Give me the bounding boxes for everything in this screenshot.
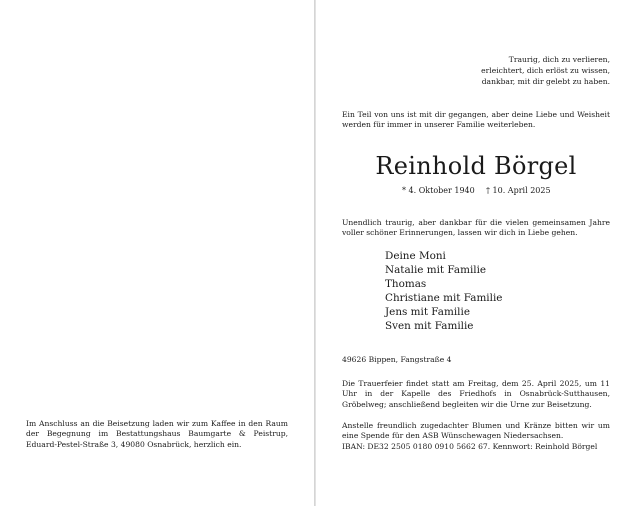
birth-date: * 4. Oktober 1940 bbox=[402, 186, 475, 195]
verse bbox=[470, 54, 610, 88]
death-date: † 10. April 2025 bbox=[486, 186, 551, 195]
donation-info bbox=[342, 421, 610, 452]
thanks-text: Unendlich traurig, aber dankbar für die vielen gemeinsamen Jahre voller schöner Erinnerungen, lassen wir dich in Liebe gehen. bbox=[342, 218, 610, 238]
mourner: Thomas bbox=[385, 278, 427, 290]
deceased-name: Reinhold Börgel bbox=[375, 152, 577, 180]
bank-details: IBAN: DE32 2505 0180 0910 5662 67. Kennwort: Reinhold Börgel bbox=[342, 441, 598, 451]
mourners-list bbox=[385, 249, 502, 333]
mourner: Christiane mit Familie bbox=[385, 292, 503, 304]
family-address: 49626 Bippen, Fangstraße 4 bbox=[342, 355, 452, 364]
mourner: Jens mit Familie bbox=[385, 306, 470, 318]
mourner: Sven mit Familie bbox=[385, 320, 474, 332]
verse-line: erleichtert, dich erlöst zu wissen, bbox=[481, 66, 610, 76]
mourner: Deine Moni bbox=[385, 250, 446, 262]
verse-line: dankbar, mit dir gelebt zu haben. bbox=[481, 77, 610, 87]
donation-text: Anstelle freundlich zugedachter Blumen und Kränze bitten wir um eine Spende für den ASB Wünschewagen Niedersachsen. bbox=[342, 421, 610, 441]
reception-note: Im Anschluss an die Beisetzung laden wir zum Kaffee in den Raum der Begegnung im Bestattungshaus Baumgarte & Peistrup, Eduard-Pestel-Straße 3, 49080 Osnabrück, herzlich ein. bbox=[26, 419, 288, 449]
intro-text: Ein Teil von uns ist mit dir gegangen, aber deine Liebe und Weisheit werden für immer in unserer Familie weiterleben. bbox=[342, 110, 610, 130]
mourner: Natalie mit Familie bbox=[385, 264, 487, 276]
verse-line: Traurig, dich zu verlieren, bbox=[508, 55, 610, 64]
service-info: Die Trauerfeier findet statt am Freitag, dem 25. April 2025, um 11 Uhr in der Kapelle des Friedhofs in Osnabrück-Sutthausen, Gröbelweg; anschließend begleiten wir die Urne zur Beisetzung. bbox=[342, 379, 610, 409]
